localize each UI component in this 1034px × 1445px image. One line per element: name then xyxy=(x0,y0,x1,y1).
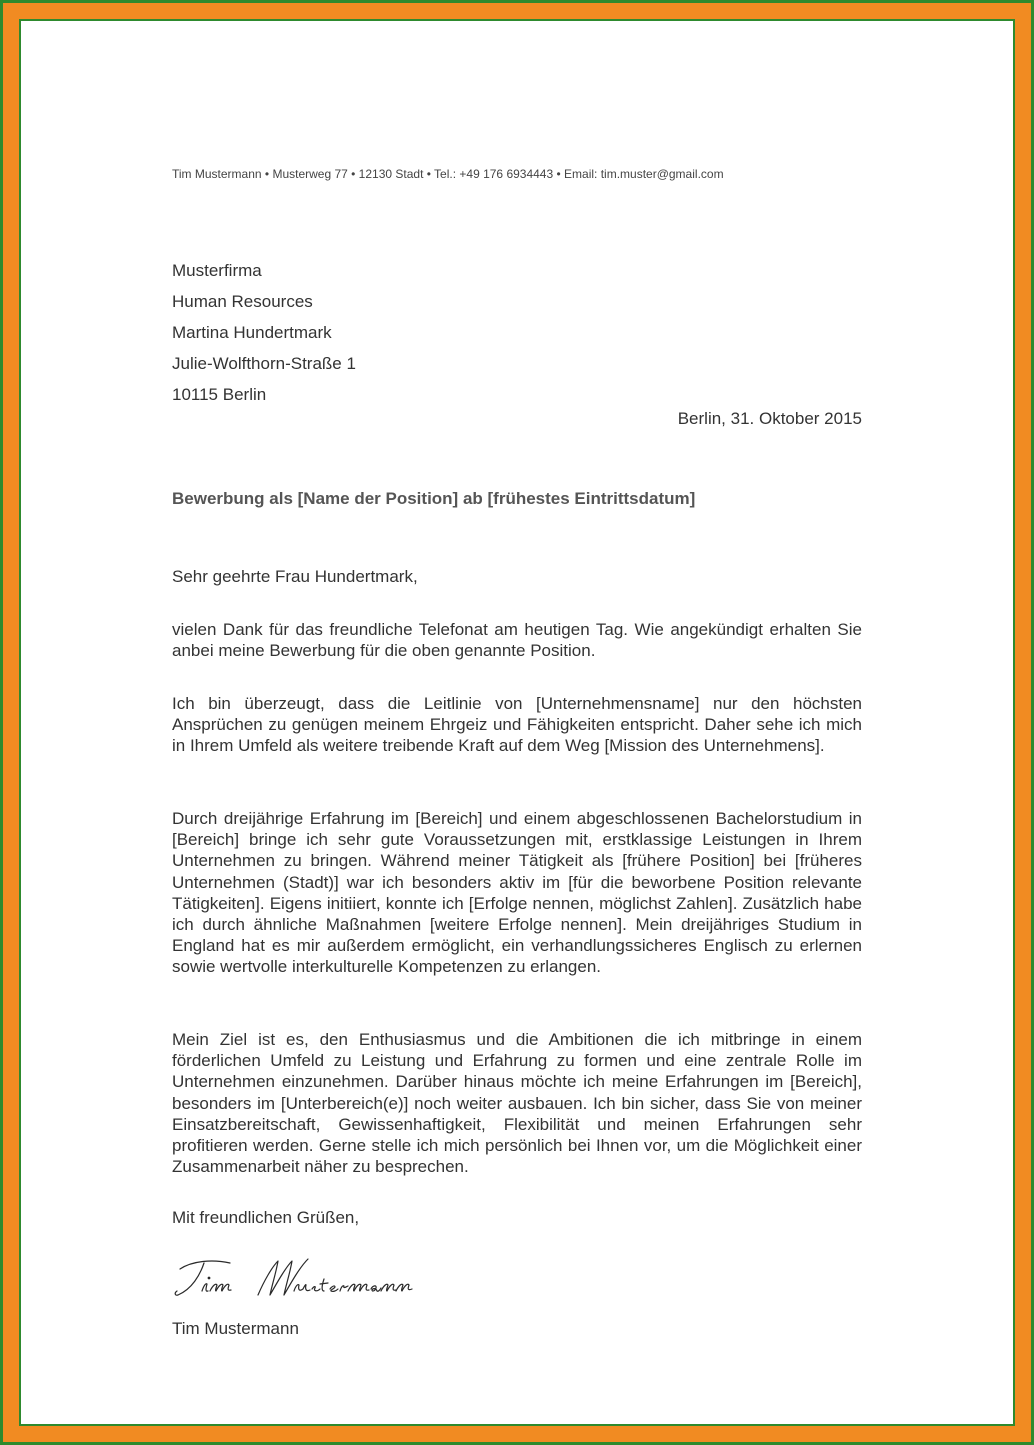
recipient-company: Musterfirma xyxy=(172,261,262,280)
body-paragraph: vielen Dank für das freundliche Telefonat am heutigen Tag. Wie angekündigt erhalten Sie anbei meine Bewerbung für die oben genannte Position. xyxy=(172,620,862,661)
recipient-street: Julie-Wolfthorn-Straße 1 xyxy=(172,354,356,373)
body-paragraph: Mein Ziel ist es, den Enthusiasmus und die Ambitionen die ich mitbringe in einem förderlichen Umfeld zu Leistung und Erfahrung zu formen und eine zentrale Rolle im Unternehmen einzunehmen. Darüber hinaus möchte ich meine Erfahrungen im [Bereich], besonders im [Unterbereich(e)] noch weiter ausbauen. Ich bin sicher, dass Sie von meiner Einsatzbereitschaft, Gewissenhaftigkeit, Flexibilität und meinen Erfahrungen sehr profitieren werden. Gerne stelle ich mich persönlich bei Ihnen vor, um die Möglichkeit einer Zusammenarbeit näher zu besprechen. xyxy=(172,1030,862,1177)
handwritten-signature xyxy=(172,1251,422,1311)
recipient-city: 10115 Berlin xyxy=(172,385,267,404)
recipient-address xyxy=(172,255,356,410)
body-paragraph: Durch dreijährige Erfahrung im [Bereich] und einem abgeschlossenen Bachelorstudium in [Bereich] bringe ich sehr gute Voraussetzungen mit, erstklassige Leistungen in Ihrem Unternehmen zu bringen. Während meiner Tätigkeit als [frühere Position] bei [früheres Unternehmen (Stadt)] war ich besonders aktiv im [für die beworbene Position relevante Tätigkeiten]. Eigens initiiert, konnte ich [Erfolge nennen, möglichst Zahlen]. Zusätzlich habe ich durch ähnliche Maßnahmen [weitere Erfolge nennen]. Mein dreijähriges Studium in England hat es mir außerdem ermöglicht, ein verhandlungssicheres Englisch zu erlernen sowie wertvolle interkulturelle Kompetenzen zu erlangen. xyxy=(172,809,862,977)
letter-date: Berlin, 31. Oktober 2015 xyxy=(677,409,862,428)
body-paragraph: Ich bin überzeugt, dass die Leitlinie von [Unternehmensname] nur den höchsten Ansprüchen zu genügen meinem Ehrgeiz und Fähigkeiten entspricht. Daher sehe ich mich in Ihrem Umfeld als weitere treibende Kraft auf dem Weg [Mission des Unternehmens]. xyxy=(172,694,862,756)
sender-line: Tim Mustermann • Musterweg 77 • 12130 Stadt • Tel.: +49 176 6934443 • Email: tim.muster@gmail.com xyxy=(172,167,724,181)
recipient-department: Human Resources xyxy=(172,292,313,311)
signer-name: Tim Mustermann xyxy=(172,1319,299,1338)
letter-subject: Bewerbung als [Name der Position] ab [frühestes Eintrittsdatum] xyxy=(172,489,696,508)
closing: Mit freundlichen Grüßen, xyxy=(172,1208,360,1227)
recipient-name: Martina Hundertmark xyxy=(172,323,332,342)
letter-page xyxy=(21,21,1013,1424)
salutation: Sehr geehrte Frau Hundertmark, xyxy=(172,567,418,586)
